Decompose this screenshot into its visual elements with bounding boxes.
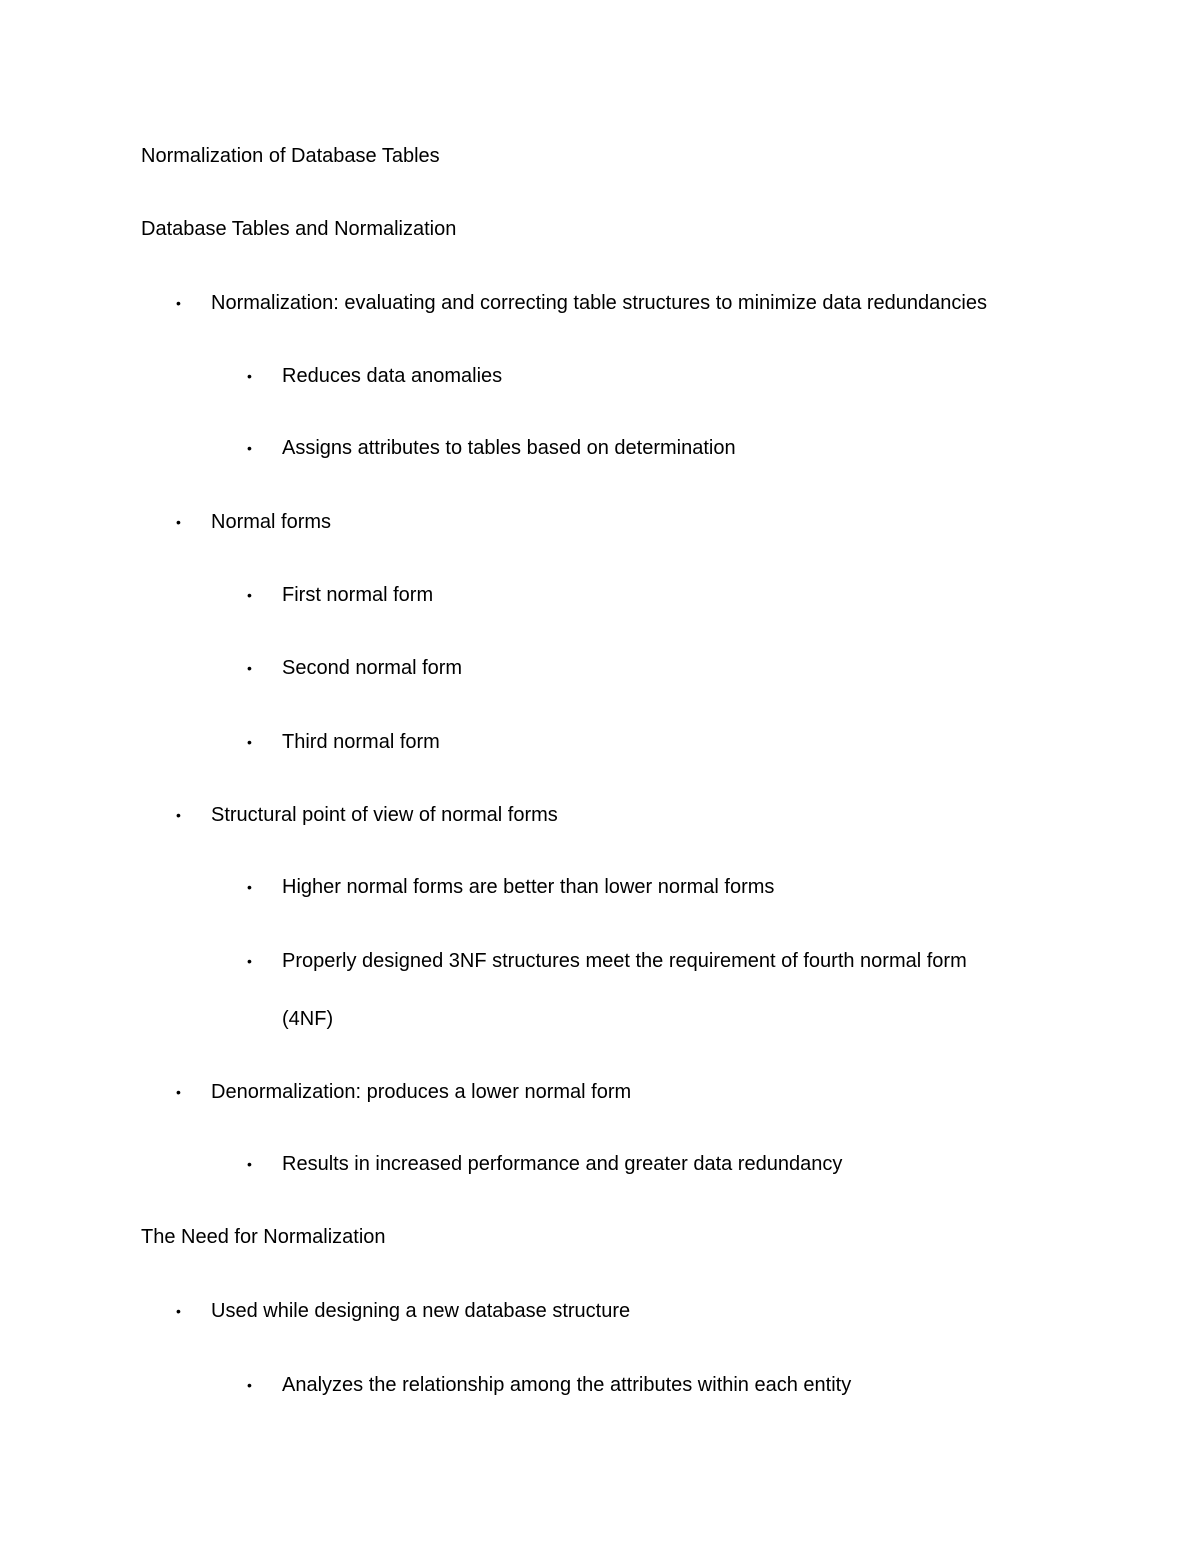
document-title: Normalization of Database Tables bbox=[141, 145, 440, 167]
bullet-icon: • bbox=[247, 440, 252, 456]
bullet-icon: • bbox=[247, 660, 252, 676]
list-item: Second normal form bbox=[282, 657, 463, 679]
list-item: Properly designed 3NF structures meet the requirement of fourth normal form bbox=[282, 950, 967, 972]
list-item: Analyzes the relationship among the attributes within each entity bbox=[282, 1374, 852, 1396]
bullet-icon: • bbox=[176, 295, 181, 311]
list-item: Reduces data anomalies bbox=[282, 365, 503, 387]
bullet-icon: • bbox=[176, 807, 181, 823]
bullet-icon: • bbox=[247, 587, 252, 603]
list-item: Higher normal forms are better than lower normal forms bbox=[282, 876, 775, 898]
bullet-icon: • bbox=[176, 1303, 181, 1319]
bullet-icon: • bbox=[247, 368, 252, 384]
list-item: First normal form bbox=[282, 584, 434, 606]
bullet-icon: • bbox=[176, 1084, 181, 1100]
list-item: Assigns attributes to tables based on determination bbox=[282, 437, 736, 459]
list-item: Third normal form bbox=[282, 731, 440, 753]
list-item-continuation: (4NF) bbox=[282, 1008, 334, 1030]
section-heading-need-for-normalization: The Need for Normalization bbox=[141, 1226, 386, 1248]
list-item: Used while designing a new database structure bbox=[211, 1300, 631, 1322]
bullet-icon: • bbox=[176, 514, 181, 530]
bullet-icon: • bbox=[247, 879, 252, 895]
bullet-icon: • bbox=[247, 953, 252, 969]
section-heading-database-tables: Database Tables and Normalization bbox=[141, 218, 457, 240]
list-item: Results in increased performance and greater data redundancy bbox=[282, 1153, 843, 1175]
list-item: Normal forms bbox=[211, 511, 332, 533]
bullet-icon: • bbox=[247, 734, 252, 750]
list-item: Normalization: evaluating and correcting table structures to minimize data redundancies bbox=[211, 292, 987, 314]
list-item: Denormalization: produces a lower normal form bbox=[211, 1081, 632, 1103]
bullet-icon: • bbox=[247, 1377, 252, 1393]
bullet-icon: • bbox=[247, 1156, 252, 1172]
list-item: Structural point of view of normal forms bbox=[211, 804, 558, 826]
